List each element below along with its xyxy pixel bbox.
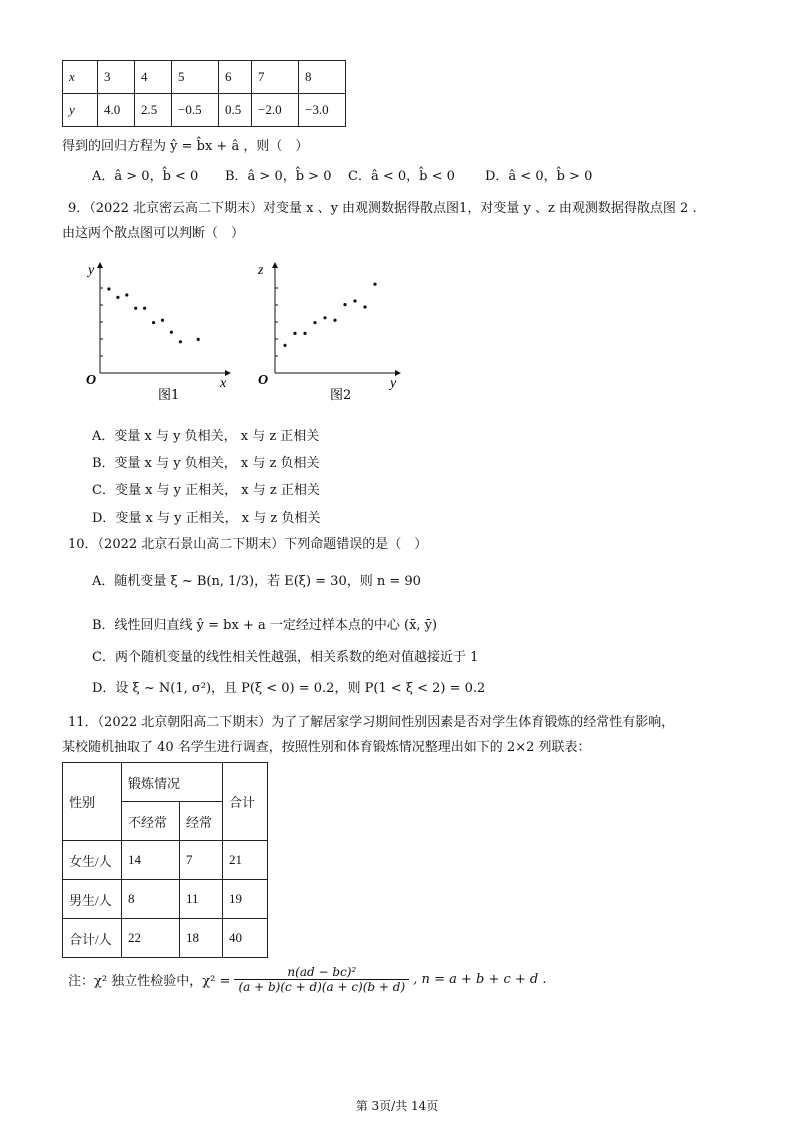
q9-option-c: C．变量 x 与 y 正相关， x 与 z 正相关 <box>92 483 320 498</box>
table-cell: −3.0 <box>299 94 346 127</box>
fig2-point-7 <box>343 303 346 306</box>
fig2-point-5 <box>323 316 326 319</box>
table-cell-exercise-header: 锻炼情况 <box>122 763 223 802</box>
table-cell: 经常 <box>180 802 223 841</box>
q11-stem-line2: 某校随机抽取了 40 名学生进行调查，按照性别和体育锻炼情况整理出如下的 2×2 列联表： <box>62 740 591 755</box>
formula-denominator: (a + b)(c + d)(a + c)(b + d) <box>238 980 406 994</box>
fig2-origin: O <box>258 373 269 388</box>
fig1-point-2 <box>116 296 119 299</box>
fig2-point-10 <box>373 283 376 286</box>
contingency-table <box>62 762 268 958</box>
table-cell: 18 <box>180 919 223 958</box>
fig1-xlabel: x <box>220 376 227 391</box>
q10-option-b: B．线性回归直线 ŷ = bx + a 一定经过样本点的中心 (x̄, ȳ) <box>92 618 438 633</box>
fig1-point-10 <box>197 338 200 341</box>
q11-note <box>68 965 547 994</box>
table-cell: 7 <box>180 841 223 880</box>
fig2-point-3 <box>303 332 306 335</box>
table-row <box>63 61 346 94</box>
table-cell: x <box>63 61 98 94</box>
q10-option-d: D．设 ξ ~ N(1, σ²)，且 P(ξ < 0) = 0.2，则 P(1 < ξ < 2) = 0.2 <box>92 681 486 696</box>
table-cell: −2.0 <box>252 94 299 127</box>
table-cell: 不经常 <box>122 802 180 841</box>
table-cell: 21 <box>223 841 268 880</box>
chi-square-formula <box>234 965 409 994</box>
fig1-point-9 <box>179 340 182 343</box>
q10-option-c: C．两个随机变量的线性相关性越强，相关系数的绝对值越接近于 1 <box>92 650 479 665</box>
table-row <box>63 94 346 127</box>
table-cell: 40 <box>223 919 268 958</box>
table-cell-gender-header: 性别 <box>63 763 122 841</box>
fig2-caption: 图2 <box>330 388 352 403</box>
table-cell: 男生/人 <box>63 880 122 919</box>
fig1-point-5 <box>143 307 146 310</box>
table-cell: 2.5 <box>135 94 172 127</box>
fig1-caption: 图1 <box>158 388 180 403</box>
fig2-point-2 <box>293 332 296 335</box>
table-row <box>63 763 268 802</box>
table-cell: 5 <box>172 61 219 94</box>
q8-option-a: A．â > 0，b̂ < 0 <box>92 169 199 184</box>
table-cell: 11 <box>180 880 223 919</box>
q8-option-c: C．â < 0，b̂ < 0 <box>348 169 455 184</box>
q9-stem-line1: 9．（2022 北京密云高二下期末）对变量 x 、y 由观测数据得散点图1，对变量 y 、z 由观测数据得散点图 2 . <box>68 201 697 216</box>
table-cell: 8 <box>299 61 346 94</box>
fig1-point-8 <box>170 331 173 334</box>
fig1-point-4 <box>134 307 137 310</box>
fig1-point-7 <box>161 319 164 322</box>
fig2-ylabel: z <box>258 263 264 278</box>
table-row <box>63 919 268 958</box>
fig2-point-1 <box>283 344 286 347</box>
table-cell: 3 <box>98 61 135 94</box>
figure-2 <box>257 263 400 403</box>
formula-numerator: n(ad − bc)² <box>234 965 409 980</box>
table-row <box>63 880 268 919</box>
table-cell: 4 <box>135 61 172 94</box>
figure-1 <box>86 263 230 403</box>
fig2-point-4 <box>313 321 316 324</box>
fig2-point-8 <box>353 299 356 302</box>
q8-option-d: D．â < 0，b̂ > 0 <box>485 169 593 184</box>
scatter-figures <box>80 255 440 405</box>
fig2-point-6 <box>333 319 336 322</box>
table-cell: 22 <box>122 919 180 958</box>
table-cell-total-header: 合计 <box>223 763 268 841</box>
q9-option-b: B．变量 x 与 y 负相关， x 与 z 负相关 <box>92 456 320 471</box>
table-cell: 14 <box>122 841 180 880</box>
table-cell: 4.0 <box>98 94 135 127</box>
table-row <box>63 841 268 880</box>
xy-data-table <box>62 60 346 127</box>
q8-option-b: B．â > 0，b̂ > 0 <box>225 169 332 184</box>
fig1-ylabel: y <box>88 263 95 278</box>
fig1-point-6 <box>152 321 155 324</box>
q11-stem-line1: 11．（2022 北京朝阳高二下期末）为了了解居家学习期间性别因素是否对学生体育锻炼的经常性有影响， <box>68 715 675 730</box>
table-cell: 0.5 <box>219 94 252 127</box>
fig1-origin: O <box>86 373 97 388</box>
q10-option-a: A．随机变量 ξ ~ B(n, 1/3)，若 E(ξ) = 30，则 n = 90 <box>92 574 421 589</box>
q8-stem: 得到的回归方程为 ŷ = b̂x + â ，则（ ） <box>62 139 309 154</box>
table-cell: 8 <box>122 880 180 919</box>
table-cell: −0.5 <box>172 94 219 127</box>
q9-stem-line2: 由这两个散点图可以判断（ ） <box>62 226 245 241</box>
fig1-point-1 <box>107 287 110 290</box>
table-cell: 6 <box>219 61 252 94</box>
table-cell: 女生/人 <box>63 841 122 880</box>
fig1-point-3 <box>125 293 128 296</box>
fig2-point-9 <box>363 305 366 308</box>
note-suffix: , n = a + b + c + d . <box>413 972 547 987</box>
q9-option-a: A．变量 x 与 y 负相关， x 与 z 正相关 <box>92 429 320 444</box>
table-cell: 19 <box>223 880 268 919</box>
q10-stem: 10．（2022 北京石景山高二下期末）下列命题错误的是（ ） <box>68 537 428 552</box>
fig2-xlabel: y <box>390 376 397 391</box>
table-cell: y <box>63 94 98 127</box>
table-cell: 7 <box>252 61 299 94</box>
note-prefix: 注：χ² 独立性检验中，χ² = <box>68 974 231 989</box>
q9-option-d: D．变量 x 与 y 正相关， x 与 z 负相关 <box>92 511 321 526</box>
table-cell: 合计/人 <box>63 919 122 958</box>
page-footer: 第 3页/共 14页 <box>355 1099 439 1113</box>
